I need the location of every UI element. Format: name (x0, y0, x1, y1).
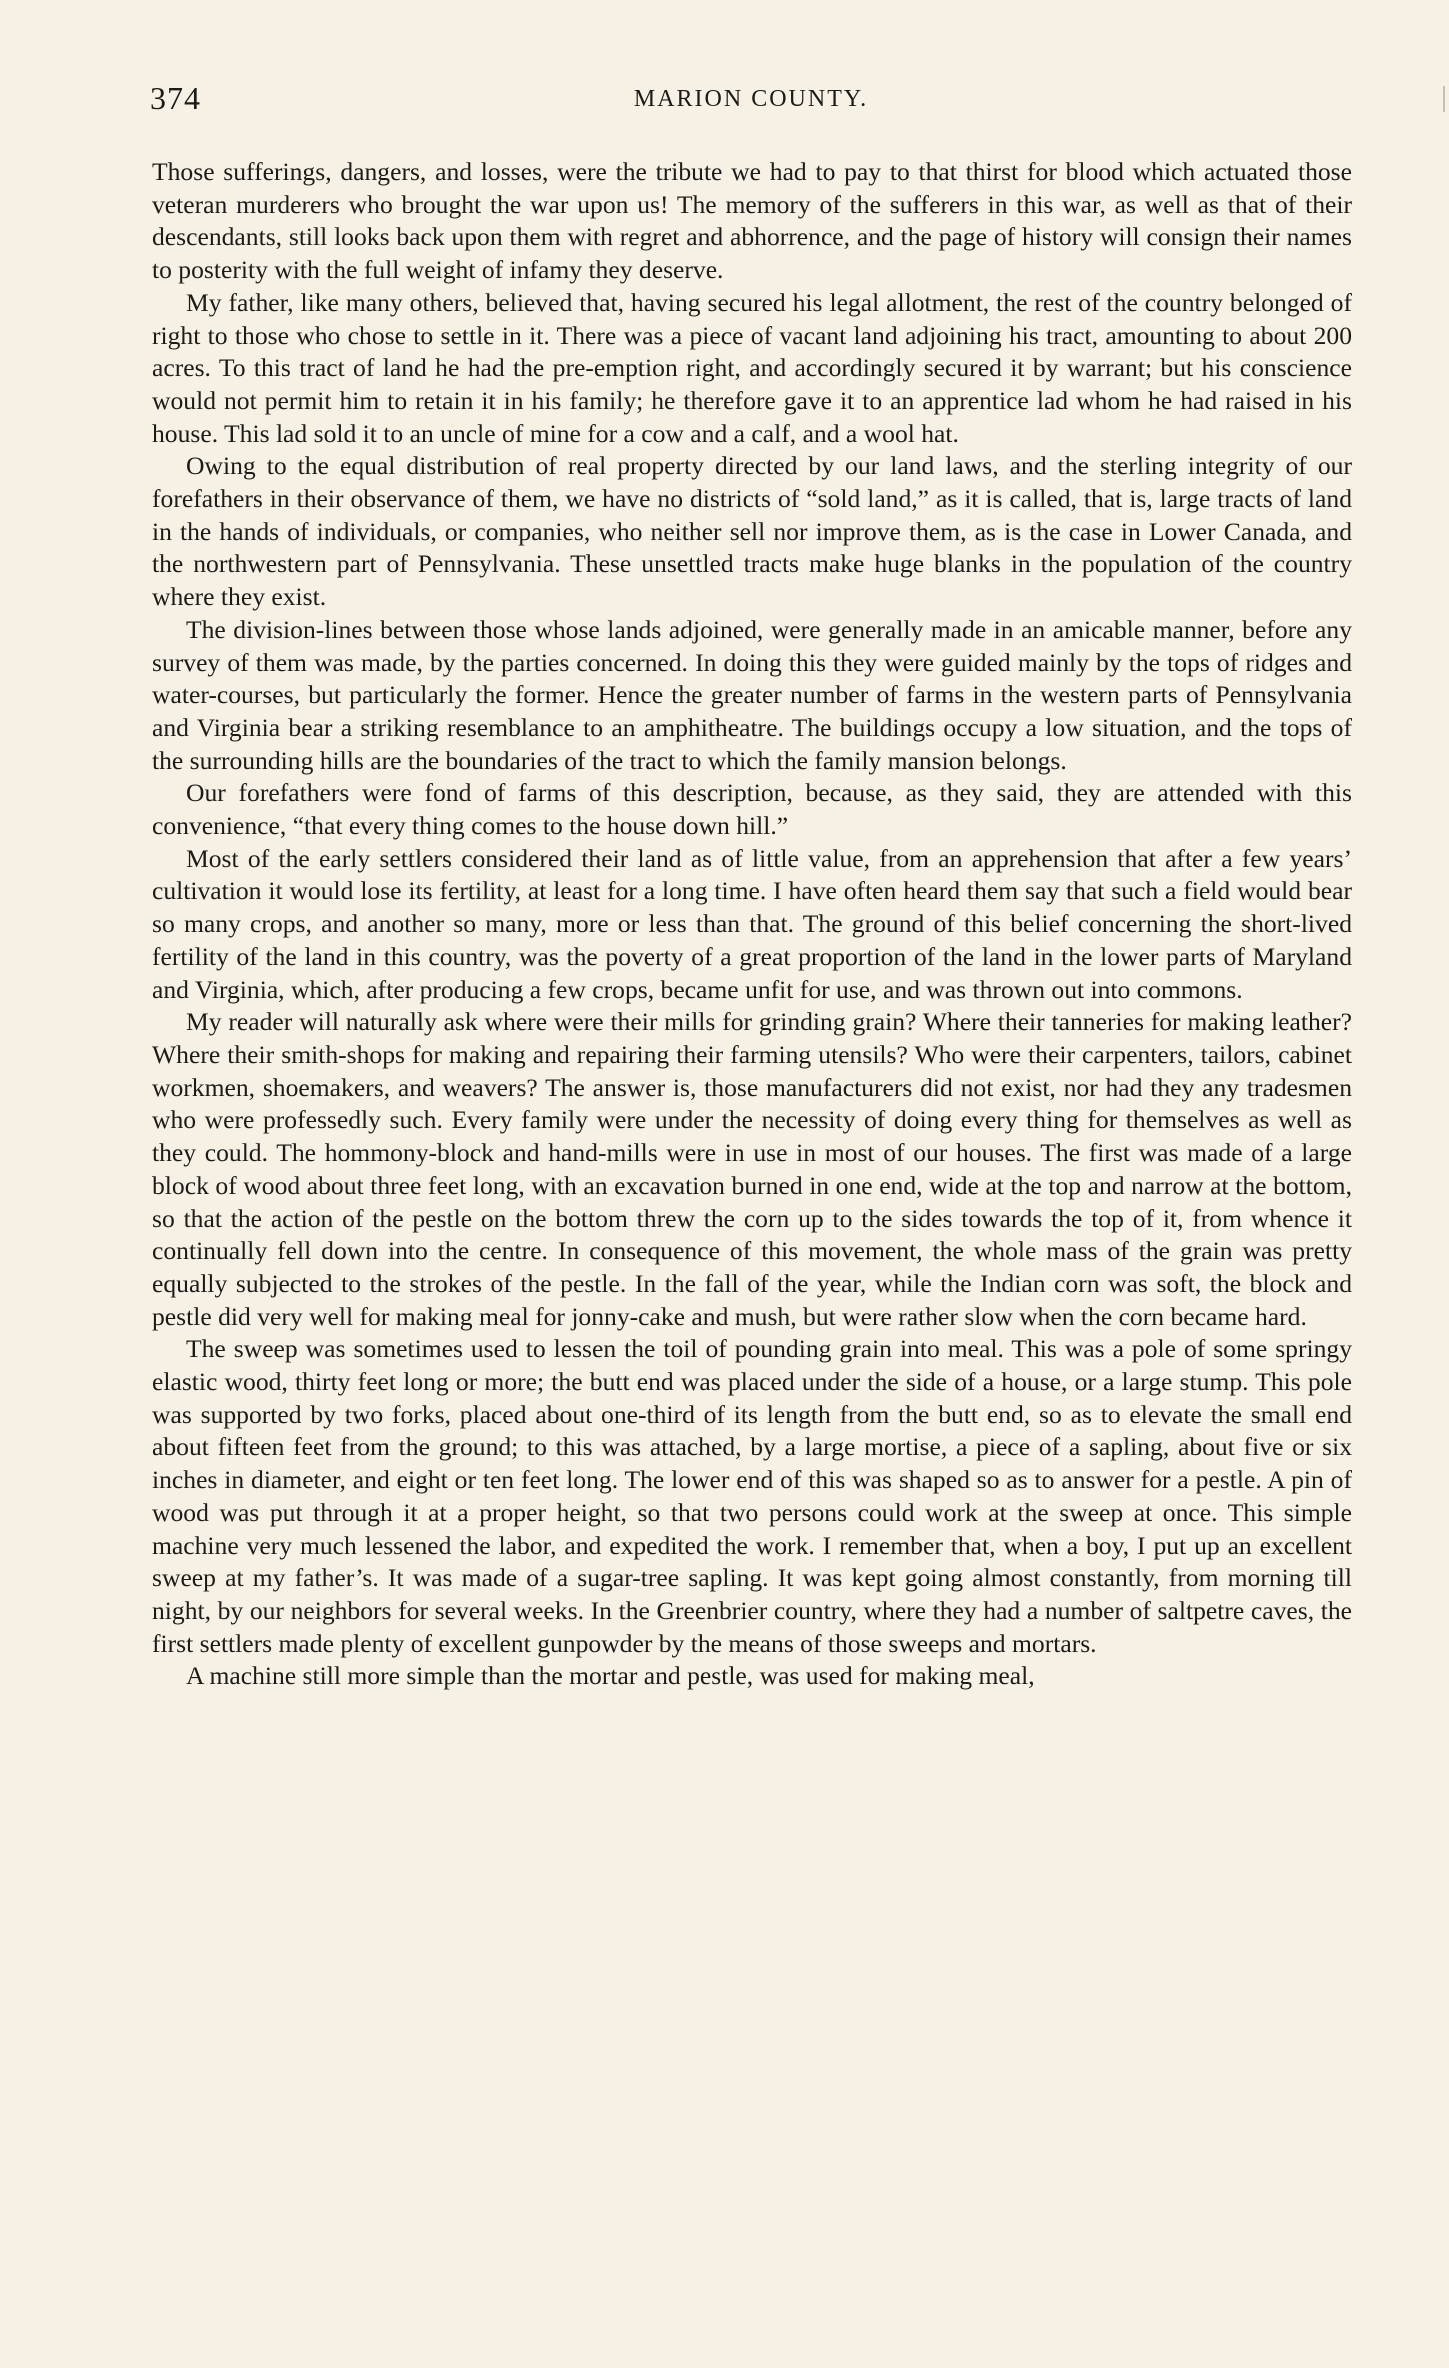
paragraph: Our forefathers were fond of farms of this description, because, as they said, they are attended with this convenience, “that every thing comes to the house down hill.” (152, 778, 1352, 841)
paragraph: Owing to the equal distribution of real property directed by our land laws, and the sterling integrity of our forefathers in their observance of them, we have no districts of “sold land,” as it is called, that is, large tracts of land in the hands of individuals, or companies, who neither sell nor improve them, as is the case in Lower Canada, and the northwestern part of Pennsylvania. These unsettled tracts make huge blanks in the population of the country where they exist. (152, 451, 1352, 612)
paragraph: A machine still more simple than the mortar and pestle, was used for making meal, (186, 1661, 1035, 1691)
page-edge-mark (1443, 86, 1445, 112)
paragraph: Those sufferings, dangers, and losses, were the tribute we had to pay to that thirst for blood which actuated those veteran murderers who brought the war upon us! The memory of the sufferers in this war, as well as that of their descendants, still looks back upon them with regret and abhorrence, and the page of history will consign their names to posterity with the full weight of infamy they deserve. (152, 157, 1352, 285)
paragraph: My father, like many others, believed that, having secured his legal allotment, the rest of the country belonged of right to those who chose to settle in it. There was a piece of vacant land adjoining his tract, amounting to about 200 acres. To this tract of land he had the pre-emption right, and accordingly secured it by warrant; but his conscience would not permit him to retain it in his family; he therefore gave it to an apprentice lad whom he had raised in his house. This lad sold it to an uncle of mine for a cow and a calf, and a wool hat. (152, 287, 1352, 448)
running-title: MARION COUNTY. (633, 86, 869, 112)
running-head (150, 80, 1352, 120)
paragraph: Most of the early settlers considered their land as of little value, from an apprehension that after a few years’ cultivation it would lose its fertility, at least for a long time. I have often heard them say that such a field would bear so many crops, and another so many, more or less than that. The ground of this belief concerning the short-lived fertility of the land in this country, was the poverty of a great proportion of the land in the lower parts of Maryland and Virginia, which, after producing a few crops, became unfit for use, and was thrown out into commons. (152, 843, 1352, 1004)
body-text (152, 156, 1352, 1693)
paragraph: The division-lines between those whose lands adjoined, were generally made in an amicable manner, before any survey of them was made, by the parties concerned. In doing this they were guided mainly by the tops of ridges and water-courses, but particularly the former. Hence the greater number of farms in the western parts of Pennsylvania and Virginia bear a striking resemblance to an amphitheatre. The buildings occupy a low situation, and the tops of the surrounding hills are the boundaries of the tract to which the family mansion belongs. (152, 614, 1352, 775)
page-number: 374 (150, 80, 201, 116)
paragraph: My reader will naturally ask where were their mills for grinding grain? Where their tanneries for making leather? Where their smith-shops for making and repairing their farming utensils? Who were their carpenters, tailors, cabinet workmen, shoemakers, and weavers? The answer is, those manufacturers did not exist, nor had they any tradesmen who were professedly such. Every family were under the necessity of doing every thing for themselves as well as they could. The hommony-block and hand-mills were in use in most of our houses. The first was made of a large block of wood about three feet long, with an excavation burned in one end, wide at the top and narrow at the bottom, so that the action of the pestle on the bottom threw the corn up to the sides towards the top of it, from whence it continually fell down into the centre. In consequence of this movement, the whole mass of the grain was pretty equally subjected to the strokes of the pestle. In the fall of the year, while the Indian corn was soft, the block and pestle did very well for making meal for jonny-cake and mush, but were rather slow when the corn became hard. (152, 1007, 1352, 1331)
paragraph: The sweep was sometimes used to lessen the toil of pounding grain into meal. This was a pole of some springy elastic wood, thirty feet long or more; the butt end was placed under the side of a house, or a large stump. This pole was supported by two forks, placed about one-third of its length from the butt end, so as to elevate the small end about fifteen feet from the ground; to this was attached, by a large mortise, a piece of a sapling, about five or six inches in diameter, and eight or ten feet long. The lower end of this was shaped so as to answer for a pestle. A pin of wood was put through it at a proper height, so that two persons could work at the sweep at once. This simple machine very much lessened the labor, and expedited the work. I remember that, when a boy, I put up an excellent sweep at my father’s. It was made of a sugar-tree sapling. It was kept going almost constantly, from morning till night, by our neighbors for several weeks. In the Greenbrier country, where they had a number of saltpetre caves, the first settlers made plenty of excellent gunpowder by the means of those sweeps and mortars. (152, 1334, 1352, 1658)
